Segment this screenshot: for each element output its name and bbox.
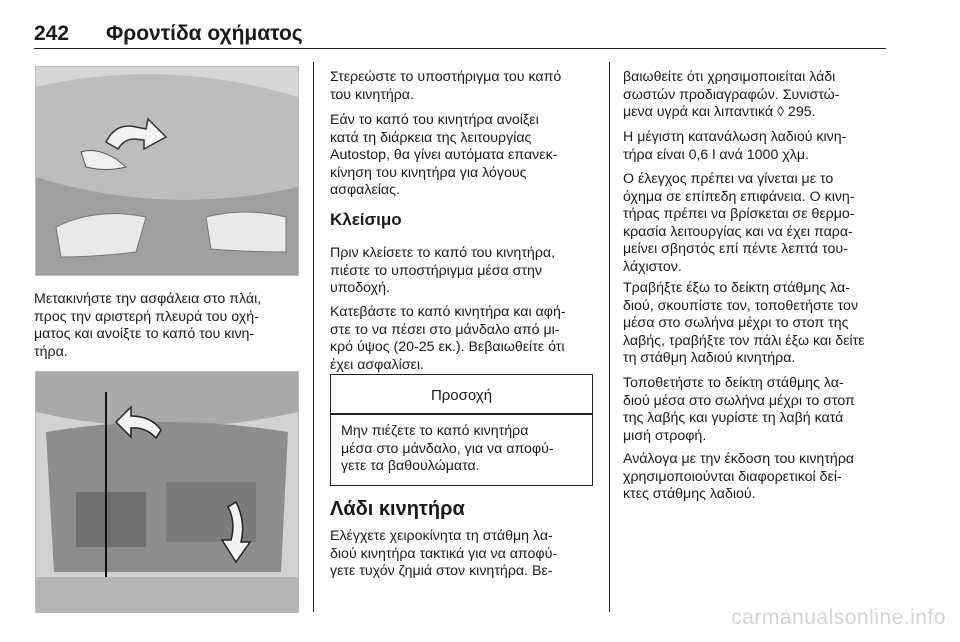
paragraph: Τραβήξτε έξω το δείκτη στάθμης λα- διού, σκουπίστε τον, τοποθετήστε τον μέσα στο σωλήνα μέχρι το στοπ της λαβής, τραβήξτε τον πάλι έξω και δείτε τη στάθμη λαδιού κινητήρα. <box>623 280 865 366</box>
engine-bay-illustration <box>35 371 299 613</box>
paragraph: Ο έλεγχος πρέπει να γίνεται με το όχημα σε επίπεδη επιφάνεια. Ο κινη- τήρας πρέπει να βρίσκεται σε θερμο- κρασία λειτουργίας και να έχει παρα- μείνει σβηστός επί πέντε λεπτά του- λάχιστον. <box>623 171 855 275</box>
paragraph: Ανάλογα με την έκδοση του κινητήρα χρησιμοποιούνται διαφορετικοί δεί- κτες στάθμης λαδιού. <box>623 451 855 502</box>
paragraph: Κατεβάστε το καπό κινητήρα και αφή- στε το να πέσει στο μάνδαλο από μι- κρό ύψος (20-25 εκ.). Βεβαιωθείτε ότι έχει ασφαλίσει. <box>330 304 566 373</box>
paragraph: Πριν κλείσετε το καπό του κινητήρα, πιέστε το υποστήριγμα μέσα στην υποδοχή. <box>330 245 556 296</box>
hood-opening-illustration <box>35 66 299 276</box>
page-header <box>34 10 886 50</box>
section-heading: Κλείσιμο <box>330 210 402 229</box>
paragraph: Τοποθετήστε το δείκτη στάθμης λα- διού μέσα στο σωλήνα μέχρι το στοπ της λαβής και γυρίστε τη λαβή κατά μισή στροφή. <box>623 375 855 444</box>
paragraph: Μετακινήστε την ασφάλεια στο πλάι, προς την αριστερή πλευρά του οχή- ματος και ανοίξτε το καπό του κινη- τήρα. <box>34 291 262 360</box>
paragraph: βαιωθείτε ότι χρησιμοποιείται λάδι σωστών προδιαγραφών. Συνιστώ- μενα υγρά και λιπαντικά ◊ 295. <box>623 69 840 120</box>
page-number: 242 <box>34 22 70 45</box>
caution-title: Προσοχή <box>430 387 493 404</box>
column-divider <box>609 62 610 612</box>
column-divider <box>313 62 314 612</box>
caution-text: Μην πιέζετε το καπό κινητήρα μέσα στο μάνδαλο, για να αποφύ- γετε τα βαθουλώματα. <box>341 423 554 474</box>
paragraph: Στερεώστε το υποστήριγμα του καπό του κινητήρα. <box>330 69 562 103</box>
paragraph: Ελέγχετε χειροκίνητα τη στάθμη λα- διού κινητήρα τακτικά για να αποφύ- γετε τυχόν ζημιά στον κινητήρα. Βε- <box>330 528 558 579</box>
header-rule <box>34 48 886 49</box>
paragraph: Η μέγιστη κατανάλωση λαδιού κινη- τήρα είναι 0,6 l ανά 1000 χλμ. <box>623 129 847 163</box>
chapter-title: Φροντίδα οχήματος <box>106 22 303 45</box>
watermark: carmanualsonline.info <box>731 606 946 629</box>
caution-box <box>330 374 593 486</box>
caution-divider <box>331 413 592 415</box>
paragraph: Εάν το καπό του κινητήρα ανοίξει κατά τη διάρκεια της λειτουργίας Autostop, θα γίνει αυτόματα επανεκ- κίνηση του κινητήρα για λόγους ασφαλείας. <box>330 112 558 198</box>
section-heading: Λάδι κινητήρα <box>330 498 465 520</box>
